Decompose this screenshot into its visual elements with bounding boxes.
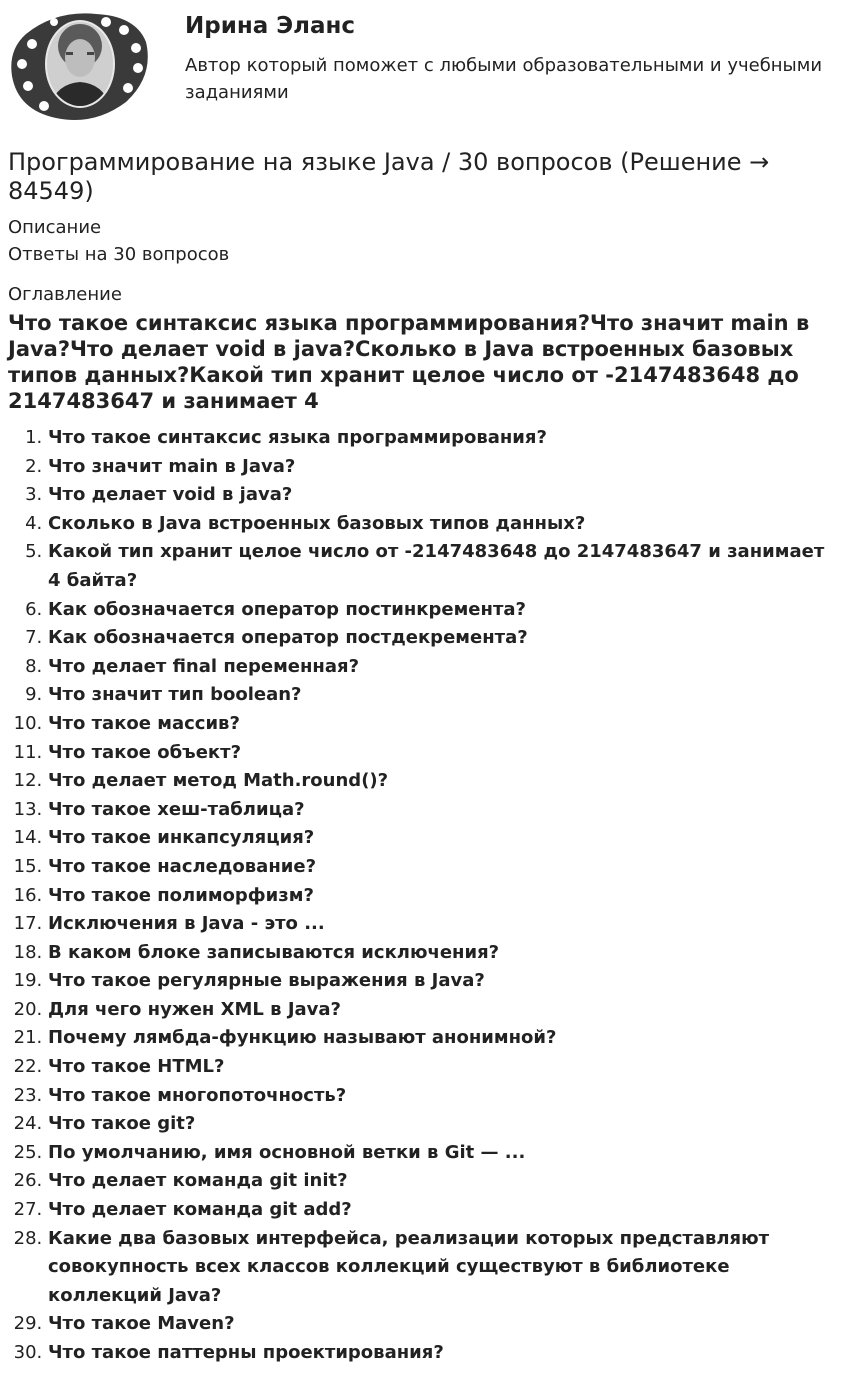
- list-item: 22. Что такое HTML?: [48, 1053, 839, 1082]
- description-section: [8, 214, 839, 269]
- description-text: Ответы на 30 вопросов: [8, 244, 230, 265]
- toc-heading: Что такое синтаксис языка программирования?Что значит main в Java?Что делает void в java?Сколько в Java встроенных базовых типов данных?Какой тип хранит целое число от -2147483648 до 2147483647 и занимает 4: [8, 311, 810, 413]
- list-item: 20. Для чего нужен XML в Java?: [48, 996, 839, 1025]
- list-item: 1. Что такое синтаксис языка программирования?: [48, 424, 839, 453]
- list-item: 13. Что такое хеш-таблица?: [48, 796, 839, 825]
- list-item: 11. Что такое объект?: [48, 739, 839, 768]
- author-info: [185, 6, 839, 106]
- list-item: 2. Что значит main в Java?: [48, 453, 839, 482]
- list-item: 24. Что такое git?: [48, 1110, 839, 1139]
- list-item: 16. Что такое полиморфизм?: [48, 882, 839, 911]
- list-item: 21. Почему лямбда-функцию называют анонимной?: [48, 1024, 839, 1053]
- list-item: 12. Что делает метод Math.round()?: [48, 767, 839, 796]
- author-photo-filmstrip-icon: [8, 6, 153, 126]
- list-item: 19. Что такое регулярные выражения в Java?: [48, 967, 839, 996]
- list-item: 26. Что делает команда git init?: [48, 1167, 839, 1196]
- list-item: 5. Какой тип хранит целое число от -2147483648 до 2147483647 и занимает 4 байта?: [48, 538, 839, 595]
- author-name[interactable]: Ирина Эланс: [185, 13, 356, 39]
- author-block: [8, 0, 839, 124]
- list-item: 18. В каком блоке записываются исключения?: [48, 939, 839, 968]
- toc-section: [8, 281, 839, 1368]
- toc-label: Оглавление: [8, 284, 122, 305]
- list-item: 9. Что значит тип boolean?: [48, 681, 839, 710]
- list-item: 6. Как обозначается оператор постинкремента?: [48, 596, 839, 625]
- work-content: [8, 148, 839, 1368]
- list-item: 10. Что такое массив?: [48, 710, 839, 739]
- list-item: 28. Какие два базовых интерфейса, реализации которых представляют совокупность всех классов коллекций существуют в библиотеке коллекций Java?: [48, 1225, 839, 1311]
- list-item: 23. Что такое многопоточность?: [48, 1082, 839, 1111]
- list-item: 25. По умолчанию, имя основной ветки в Git — ...: [48, 1139, 839, 1168]
- list-item: 8. Что делает final переменная?: [48, 653, 839, 682]
- list-item: 15. Что такое наследование?: [48, 853, 839, 882]
- list-item: 17. Исключения в Java - это ...: [48, 910, 839, 939]
- list-item: 7. Как обозначается оператор постдекремента?: [48, 624, 839, 653]
- list-item: 3. Что делает void в java?: [48, 481, 839, 510]
- list-item: 29. Что такое Maven?: [48, 1310, 839, 1339]
- list-item: 30. Что такое паттерны проектирования?: [48, 1339, 839, 1368]
- list-item: 14. Что такое инкапсуляция?: [48, 824, 839, 853]
- avatar[interactable]: [8, 6, 153, 126]
- author-description: Автор который поможет с любыми образовательными и учебными заданиями: [185, 55, 823, 103]
- description-label: Описание: [8, 217, 102, 238]
- list-item: 4. Сколько в Java встроенных базовых типов данных?: [48, 510, 839, 539]
- question-list: [8, 424, 839, 1368]
- list-item: 27. Что делает команда git add?: [48, 1196, 839, 1225]
- page-title: Программирование на языке Java / 30 вопросов (Решение → 84549): [8, 148, 770, 205]
